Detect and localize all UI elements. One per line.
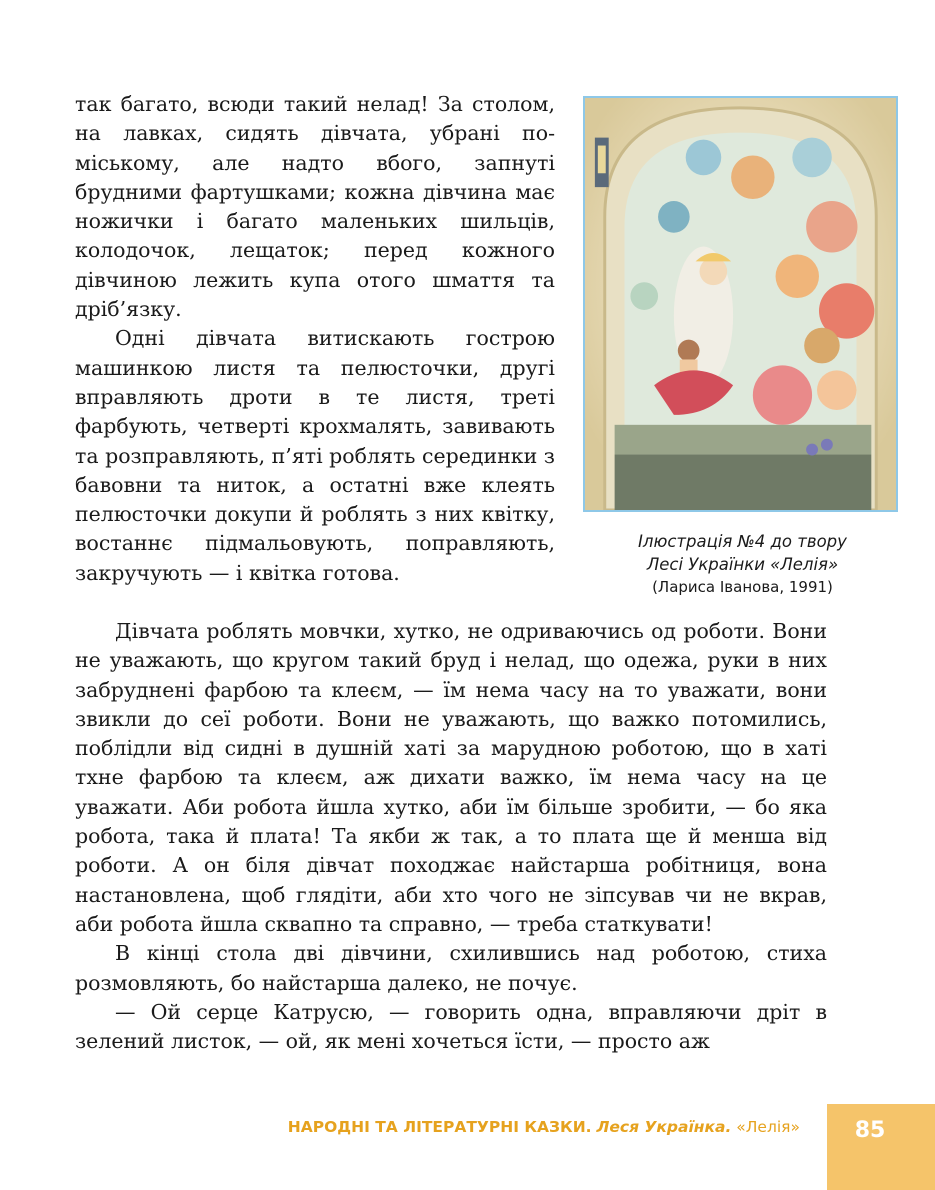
footer-work: «Лелія» xyxy=(736,1118,800,1136)
illustration-caption xyxy=(600,530,885,599)
text-column-top xyxy=(75,90,555,588)
illustration-image xyxy=(583,96,898,512)
caption-line-2: Лесі Українки «Лелія» xyxy=(646,555,839,574)
paragraph: — Ой серце Катрусю, — говорить одна, вправляючи дріт в зелений листок, — ой, як мені хочеться їсти, — просто аж xyxy=(75,999,827,1054)
paragraph: В кінці стола дві дівчини, схилившись над роботою, стиха розмовляють, бо найстарша далеко, не почує. xyxy=(75,941,827,995)
paragraph: Одні дівчата витискають гострою машинкою листя та пелюсточки, другі вправляють дроти в те листя, треті фарбують, четверті крохмалять, завивають та розправляють, п’яті роблять серединки з бавовни та ниток, а остатні вже клеять пелюсточки докупи й роблять з них квітку, востаннє підмальовують, поправляють, закручують — і квітка готова. xyxy=(75,326,555,585)
text-body-full xyxy=(75,617,827,1056)
page-number: 85 xyxy=(854,1118,886,1143)
footer-section: НАРОДНІ ТА ЛІТЕРАТУРНІ КАЗКИ. xyxy=(287,1118,592,1136)
paragraph: Дівчата роблять мовчки, хутко, не одриваючись од роботи. Вони не уважають, що кругом такий бруд і нелад, що одежа, руки в них забруднені фарбою та клеєм, — їм нема часу на то уважати, вони звикли до сеї роботи. Вони не уважають, що важко потомились, поблідли від сидні в душній хаті за марудною роботою, що в хаті тхне фарбою та клеєм, аж дихати важко, їм нема часу на це уважати. Аби робота йшла хутко, аби їм більше зробити, — бо яка робота, така й плата! Та якби ж так, а то плата ще й менша від роботи. А он біля дівчат походжає найстарша робітниця, вона настановлена, щоб глядіти, аби хто чого не зіпсував чи не вкрав, аби робота йшла сквапно та справно, — треба статкувати! xyxy=(75,619,827,936)
running-footer xyxy=(288,1118,800,1136)
footer-author: Леся Українка. xyxy=(596,1118,732,1136)
paragraph: так багато, всюди такий нелад! За столом, на лавках, сидять дівчата, убрані по-міському, але надто вбого, запнуті брудними фартушками; кожна дівчина має ножички і багато маленьких шильців, колодочок, лещаток; перед кожного дівчиною лежить купа отого шмаття та дріб’язку. xyxy=(75,92,555,322)
page-number-box xyxy=(827,1104,935,1190)
caption-line-1: Ілюстрація №4 до твору xyxy=(638,532,847,551)
caption-credit: (Лариса Іванова, 1991) xyxy=(652,578,833,596)
